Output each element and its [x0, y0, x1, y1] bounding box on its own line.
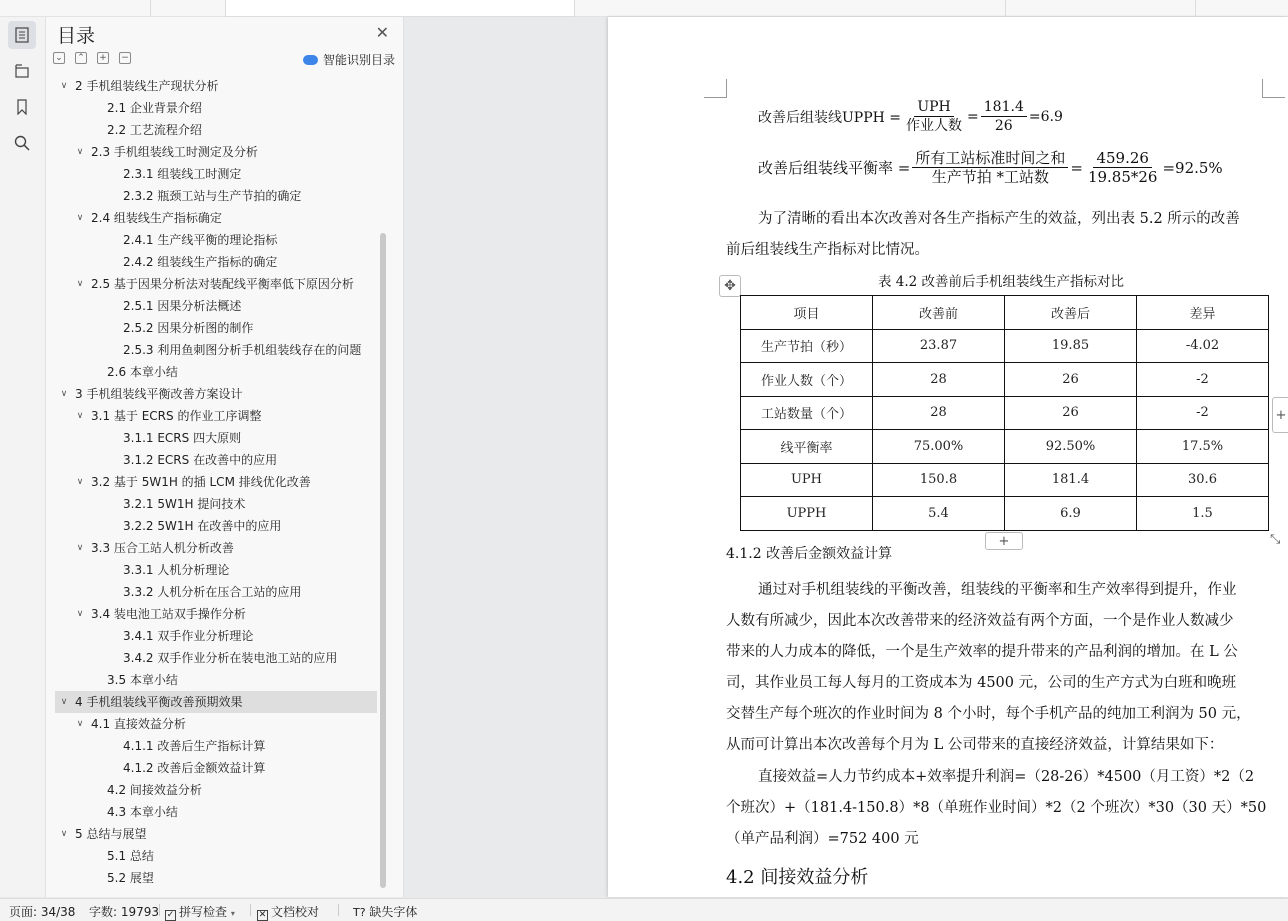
toc-item-label: 2.5 基于因果分析法对装配线平衡率低下原因分析: [91, 277, 354, 291]
toc-item[interactable]: [55, 779, 377, 801]
toc-item-label: 3.3 压合工站人机分析改善: [91, 541, 234, 555]
chevron-down-icon[interactable]: ∨: [76, 147, 84, 157]
toc-item-label: 4.1.1 改善后生产指标计算: [123, 739, 266, 753]
toc-item[interactable]: [55, 515, 377, 537]
toc-item-label: 4 手机组装线平衡改善预期效果: [75, 695, 243, 709]
cloud-icon: [303, 55, 318, 65]
toc-item-label: 2.5.2 因果分析图的制作: [123, 321, 254, 335]
table-cell[interactable]: 1.5: [1137, 497, 1269, 531]
toc-item-label: 5.1 总结: [107, 849, 154, 863]
toc-item[interactable]: [55, 757, 377, 779]
table-cell[interactable]: 28: [873, 396, 1005, 430]
table-cell[interactable]: 生产节拍（秒）: [741, 329, 873, 363]
status-bar: [0, 898, 1288, 921]
toc-item-label: 2.5.3 利用鱼刺图分析手机组装线存在的问题: [123, 343, 362, 357]
top-toolbar: [0, 0, 1288, 17]
chevron-down-icon[interactable]: ∨: [60, 389, 68, 399]
toc-item[interactable]: [55, 251, 377, 273]
toc-item-label: 5.2 展望: [107, 871, 154, 885]
table-row: [741, 329, 1269, 363]
divider: [338, 904, 339, 916]
toc-item[interactable]: [55, 537, 377, 559]
spell-check-button[interactable]: [165, 903, 235, 921]
checkbox-icon: ✓: [166, 910, 175, 920]
toc-item-label: 2.1 企业背景介绍: [107, 101, 202, 115]
table-header-cell[interactable]: 差异: [1137, 296, 1269, 330]
toc-item[interactable]: [55, 559, 377, 581]
margin-mark: [704, 79, 727, 98]
table-cell[interactable]: UPPH: [741, 497, 873, 531]
paragraph-line: 个班次）+（181.4-150.8）*8（单班作业时间）*2（2 个班次）*30（30 天）*50: [726, 800, 1267, 816]
fraction: [981, 98, 1027, 135]
fraction: [912, 149, 1068, 186]
chevron-down-icon[interactable]: ∨: [76, 609, 84, 619]
toc-item-label: 4.2 间接效益分析: [107, 783, 202, 797]
formula-balance-rate: [758, 149, 1223, 186]
chevron-down-icon[interactable]: ∨: [76, 543, 84, 553]
chevron-down-icon[interactable]: ∨: [76, 213, 84, 223]
denominator: 生产节拍 *工站数: [931, 168, 1049, 186]
denominator: 作业人数: [906, 118, 963, 134]
numerator: 181.4: [981, 98, 1027, 117]
toc-item[interactable]: [55, 427, 377, 449]
toc-item[interactable]: [55, 845, 377, 867]
table-row: [741, 463, 1269, 497]
paragraph-line: 直接效益=人力节约成本+效率提升利润=（28-26）*4500（月工资）*2（2: [758, 769, 1255, 785]
toc-item-label: 3 手机组装线平衡改善方案设计: [75, 387, 243, 401]
toc-item[interactable]: [55, 449, 377, 471]
table-resize-icon[interactable]: ⤡: [1270, 532, 1281, 547]
toc-item[interactable]: [55, 625, 377, 647]
document-page: [608, 17, 1288, 897]
toc-item[interactable]: [55, 207, 377, 229]
table-cell[interactable]: 30.6: [1137, 463, 1269, 497]
numerator: UPH: [914, 98, 953, 117]
expand-all-icon[interactable]: ⌄: [53, 52, 65, 64]
toc-scrollbar[interactable]: [380, 233, 386, 888]
toc-item[interactable]: [55, 405, 377, 427]
missing-font-button[interactable]: [353, 903, 417, 920]
divider: [159, 904, 160, 916]
toc-item-label: 2.6 本章小结: [107, 365, 178, 379]
table-cell[interactable]: 26: [1005, 396, 1137, 430]
toc-item-label: 2.3 手机组装线工时测定及分析: [91, 145, 258, 159]
chevron-down-icon[interactable]: ∨: [76, 477, 84, 487]
toc-item[interactable]: [55, 75, 377, 97]
toc-item[interactable]: [55, 801, 377, 823]
toc-toolbar: [53, 52, 131, 66]
equals-sign: =: [1070, 158, 1083, 177]
paragraph-line: 通过对手机组装线的平衡改善，组装线的平衡率和生产效率得到提升，作业: [758, 582, 1237, 598]
toc-item[interactable]: [55, 823, 377, 845]
paragraph-line: 从而可计算出本次改善每个月为 L 公司带来的直接经济效益，计算结果如下：: [726, 737, 1224, 753]
paragraph-line: 前后组装线生产指标对比情况。: [726, 242, 929, 258]
proofread-button[interactable]: [257, 903, 319, 921]
toc-item-label: 3.1.1 ECRS 四大原则: [123, 431, 242, 445]
toc-item[interactable]: [55, 383, 377, 405]
toc-item[interactable]: [55, 471, 377, 493]
toc-item-label: 3.1 基于 ECRS 的作业工序调整: [91, 409, 262, 423]
chevron-down-icon[interactable]: ∨: [76, 719, 84, 729]
section-heading: 4.1.2 改善后金额效益计算: [726, 546, 893, 562]
add-heading-icon[interactable]: +: [97, 52, 109, 64]
bookmark-icon[interactable]: [8, 93, 36, 121]
fraction: [1085, 149, 1161, 186]
toc-item-label: 3.2.2 5W1H 在改善中的应用: [123, 519, 282, 533]
table-cell[interactable]: 19.85: [1005, 329, 1137, 363]
table-header-cell[interactable]: 改善前: [873, 296, 1005, 330]
toc-item[interactable]: [55, 317, 377, 339]
section-heading: 4.2 间接效益分析: [726, 867, 869, 888]
table-caption: 表 4.2 改善前后手机组装线生产指标对比: [878, 274, 1125, 290]
chevron-down-icon[interactable]: ∨: [60, 697, 68, 707]
proofread-label: 文档校对: [271, 905, 320, 919]
toc-item[interactable]: [55, 361, 377, 383]
search-box[interactable]: [225, 0, 575, 17]
toc-item[interactable]: [55, 867, 377, 889]
toc-item-label: 4.1 直接效益分析: [91, 717, 186, 731]
toc-item[interactable]: [55, 669, 377, 691]
table-cell[interactable]: 28: [873, 363, 1005, 397]
equals-sign: =: [967, 108, 979, 125]
toc-item-label: 2.4 组装线生产指标确定: [91, 211, 222, 225]
toc-item[interactable]: [55, 581, 377, 603]
toc-item-label: 3.3.1 人机分析理论: [123, 563, 230, 577]
paragraph-line: 交替生产每个班次的作业时间为 8 个小时，每个手机产品的纯加工利润为 50 元，: [726, 706, 1251, 722]
denominator: 26: [994, 118, 1013, 134]
toc-item[interactable]: [55, 603, 377, 625]
toc-item[interactable]: [55, 735, 377, 757]
table-header-cell[interactable]: 项目: [741, 296, 873, 330]
formula-result: =6.9: [1028, 108, 1063, 125]
toc-panel: [46, 17, 404, 897]
table-row: [741, 363, 1269, 397]
table-header-row: [741, 296, 1269, 330]
toc-item[interactable]: [55, 163, 377, 185]
denominator: 19.85*26: [1087, 168, 1158, 186]
toc-item-label: 3.4 装电池工站双手操作分析: [91, 607, 246, 621]
table-cell[interactable]: 181.4: [1005, 463, 1137, 497]
table-cell[interactable]: 作业人数（个）: [741, 363, 873, 397]
toc-item-label: 2.4.2 组装线生产指标的确定: [123, 255, 278, 269]
table-cell[interactable]: 6.9: [1005, 497, 1137, 531]
table-row: [741, 430, 1269, 464]
toc-item[interactable]: [55, 339, 377, 361]
metrics-table: [740, 295, 1269, 531]
paragraph-line: （单产品利润）=752 400 元: [726, 831, 919, 847]
table-cell[interactable]: -4.02: [1137, 329, 1269, 363]
table-move-icon[interactable]: ✥: [719, 275, 741, 297]
toc-item-label: 4.3 本章小结: [107, 805, 178, 819]
toc-item[interactable]: [55, 229, 377, 251]
chevron-down-icon[interactable]: ∨: [60, 81, 68, 91]
spell-check-label: 拼写检查: [179, 905, 228, 919]
table-row: [741, 497, 1269, 531]
toc-item[interactable]: [55, 185, 377, 207]
numerator: 459.26: [1093, 149, 1152, 168]
toc-item-label: 2 手机组装线生产现状分析: [75, 79, 219, 93]
chevron-down-icon[interactable]: ∨: [76, 411, 84, 421]
missing-font-label: 缺失字体: [369, 905, 418, 919]
toc-item-label: 3.4.2 双手作业分析在装电池工站的应用: [123, 651, 338, 665]
toc-item-label: 3.2.1 5W1H 提问技术: [123, 497, 246, 511]
fraction: [903, 98, 965, 135]
toc-item-label: 3.1.2 ECRS 在改善中的应用: [123, 453, 278, 467]
toc-item[interactable]: [55, 97, 377, 119]
table-cell[interactable]: 5.4: [873, 497, 1005, 531]
formula-result: =92.5%: [1162, 158, 1223, 177]
page-indicator[interactable]: 页面: 34/38: [9, 905, 76, 919]
formula-lead: 改善后组装线平衡率 =: [758, 159, 911, 177]
toc-item-label: 2.3.1 组装线工时测定: [123, 167, 242, 181]
search-icon[interactable]: [8, 129, 36, 157]
toc-item[interactable]: [55, 273, 377, 295]
paragraph-line: 司，其作业员工每人每月的工资成本为 4500 元，公司的生产方式为白班和晚班: [726, 675, 1237, 691]
toc-item-label: 2.5.1 因果分析法概述: [123, 299, 242, 313]
toc-item-label: 3.3.2 人机分析在压合工站的应用: [123, 585, 302, 599]
toc-item-label: 3.4.1 双手作业分析理论: [123, 629, 254, 643]
collapse-all-icon[interactable]: ⌃: [75, 52, 87, 64]
paragraph-line: 为了清晰的看出本次改善对各生产指标产生的效益，列出表 5.2 所示的改善: [758, 211, 1240, 227]
add-row-button[interactable]: +: [985, 532, 1023, 550]
navigation-icon-bar: [0, 17, 46, 897]
formula-lead: 改善后组装线UPPH =: [758, 109, 902, 126]
table-cell[interactable]: 26: [1005, 363, 1137, 397]
table-cell[interactable]: -2: [1137, 396, 1269, 430]
chapter-navigation-icon[interactable]: [8, 57, 36, 85]
word-count[interactable]: 字数: 19793: [89, 905, 160, 919]
formula-upph: [758, 98, 1063, 135]
toolbar-segment: [0, 0, 151, 16]
toolbar-segment: [1005, 0, 1196, 16]
remove-heading-icon[interactable]: −: [119, 52, 131, 64]
paragraph-line: 人数有所减少，因此本次改善带来的经济效益有两个方面，一个是作业人数减少: [726, 613, 1234, 629]
chevron-down-icon: ▾: [230, 909, 235, 918]
toolbar-segment: [877, 0, 1006, 16]
smart-toc-button[interactable]: [303, 51, 395, 68]
toc-title: 目录: [57, 25, 96, 47]
toc-item[interactable]: [55, 647, 377, 669]
table-header-cell[interactable]: 改善后: [1005, 296, 1137, 330]
toc-view-icon[interactable]: [8, 21, 36, 49]
table-cell[interactable]: -2: [1137, 363, 1269, 397]
toc-list: [55, 75, 377, 893]
table-row: [741, 396, 1269, 430]
table-cell[interactable]: 75.00%: [873, 430, 1005, 464]
toc-item[interactable]: [55, 691, 377, 713]
table-cell[interactable]: 线平衡率: [741, 430, 873, 464]
divider: [250, 904, 251, 916]
toc-item-label: 3.2 基于 5W1H 的插 LCM 排线优化改善: [91, 475, 311, 489]
table-cell[interactable]: UPH: [741, 463, 873, 497]
missing-font-icon: T?: [353, 906, 366, 919]
toc-item-label: 4.1.2 改善后金额效益计算: [123, 761, 266, 775]
numerator: 所有工站标准时间之和: [912, 149, 1068, 168]
toc-item[interactable]: [55, 119, 377, 141]
toc-item[interactable]: [55, 141, 377, 163]
toc-item[interactable]: [55, 713, 377, 735]
chevron-down-icon[interactable]: ∨: [76, 279, 84, 289]
proofread-icon: ✕: [258, 910, 267, 920]
toc-item-label: 2.4.1 生产线平衡的理论指标: [123, 233, 278, 247]
toc-item[interactable]: [55, 493, 377, 515]
smart-toc-label: 智能识别目录: [322, 53, 395, 67]
table-cell[interactable]: 23.87: [873, 329, 1005, 363]
toc-item-label: 2.3.2 瓶颈工站与生产节拍的确定: [123, 189, 302, 203]
margin-mark: [1262, 79, 1285, 98]
table-cell[interactable]: 150.8: [873, 463, 1005, 497]
add-column-button[interactable]: +: [1272, 397, 1288, 433]
table-cell[interactable]: 92.50%: [1005, 430, 1137, 464]
toc-item-label: 5 总结与展望: [75, 827, 147, 841]
table-cell[interactable]: 17.5%: [1137, 430, 1269, 464]
toc-item-label: 2.2 工艺流程介绍: [107, 123, 202, 137]
chevron-down-icon[interactable]: ∨: [60, 829, 68, 839]
table-cell[interactable]: 工站数量（个）: [741, 396, 873, 430]
toc-item-label: 3.5 本章小结: [107, 673, 178, 687]
toc-item[interactable]: [55, 295, 377, 317]
paragraph-line: 带来的人力成本的降低，一个是生产效率的提升带来的产品利润的增加。在 L 公: [726, 644, 1238, 660]
close-icon[interactable]: ✕: [375, 23, 389, 42]
